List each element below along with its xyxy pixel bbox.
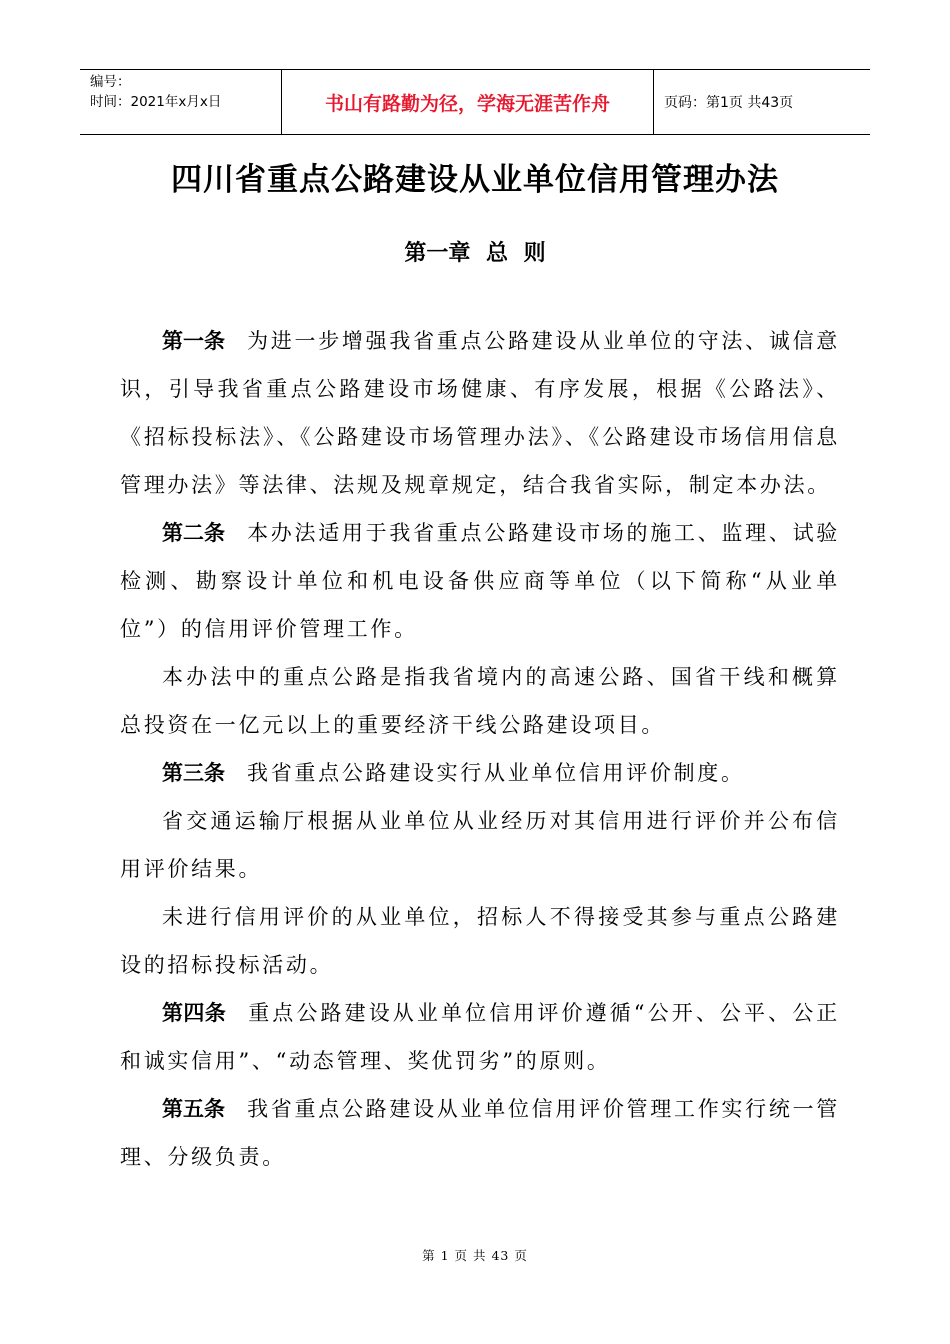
paragraph (120, 509, 840, 653)
motto-text: 书山有路勤为径，学海无涯苦作舟 (324, 92, 610, 115)
page-footer: 第 1 页 共 43 页 (422, 1248, 528, 1263)
paragraph-text: 我省重点公路建设从业单位信用评价管理工作实行统一管理、分级负责。 (120, 1097, 841, 1169)
paragraph-text: 重点公路建设从业单位信用评价遵循“公开、公平、公正和诚实信用”、“动态管理、奖优罚劣”的原则。 (120, 1001, 841, 1073)
document-header-table (80, 69, 870, 135)
paragraph-text: 本办法适用于我省重点公路建设市场的施工、监理、试验检测、勘察设计单位和机电设备供应商等单位（以下简称“从业单位”）的信用评价管理工作。 (120, 521, 841, 641)
paragraph-text: 我省重点公路建设实行从业单位信用评价制度。 (247, 761, 745, 785)
paragraph-text: 本办法中的重点公路是指我省境内的高速公路、国省干线和概算总投资在一亿元以上的重要经济干线公路建设项目。 (120, 665, 840, 737)
article-number: 第四条 (162, 1001, 227, 1025)
paragraph-text: 未进行信用评价的从业单位，招标人不得接受其参与重点公路建设的招标投标活动。 (120, 905, 840, 977)
paragraph (120, 653, 840, 749)
article-number: 第二条 (162, 521, 226, 545)
header-motto-cell (282, 70, 654, 134)
paragraph (120, 797, 840, 893)
header-page-cell (654, 70, 870, 134)
header-meta-cell (80, 70, 282, 134)
article-number: 第三条 (162, 761, 225, 785)
page-info: 页码：第1页 共43页 (664, 95, 794, 111)
article-number: 第一条 (162, 329, 226, 353)
paragraph (120, 1085, 840, 1181)
paragraph (120, 989, 840, 1085)
paragraph (120, 317, 840, 509)
paragraph (120, 893, 840, 989)
paragraph-text: 为进一步增强我省重点公路建设从业单位的守法、诚信意识，引导我省重点公路建设市场健康、有序发展，根据《公路法》、《招标投标法》、《公路建设市场管理办法》、《公路建设市场信用信息管理办法》等法律、法规及规章规定，结合我省实际，制定本办法。 (120, 329, 841, 497)
document-body (120, 317, 840, 1181)
paragraph (120, 749, 840, 797)
number-label: 编号： (90, 74, 131, 90)
document-title: 四川省重点公路建设从业单位信用管理办法 (171, 162, 779, 198)
chapter-heading: 第一章 总 则 (404, 241, 546, 266)
article-number: 第五条 (162, 1097, 226, 1121)
paragraph-text: 省交通运输厅根据从业单位从业经历对其信用进行评价并公布信用评价结果。 (120, 809, 840, 881)
time-label: 时间：2021年x月x日 (90, 94, 222, 110)
